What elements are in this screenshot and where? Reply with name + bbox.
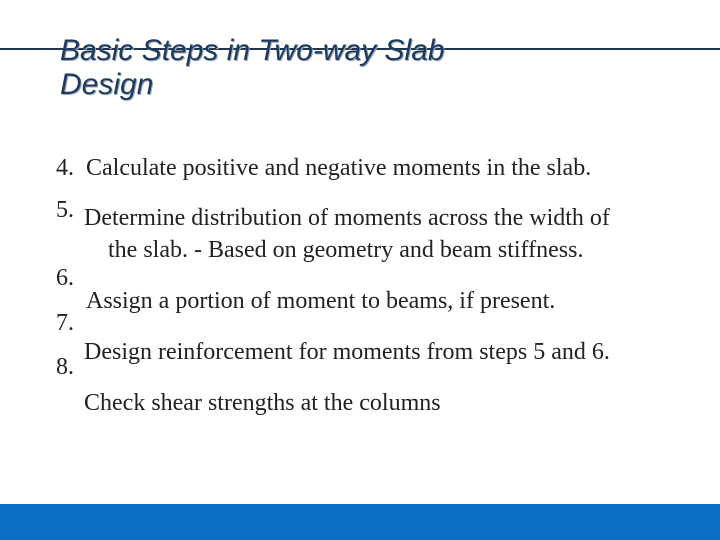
step-5-text-continued: the slab. - Based on geometry and beam stiffness.	[108, 237, 584, 263]
step-6-number: 6.	[56, 265, 74, 291]
step-5-number: 5.	[56, 197, 74, 223]
slide-title-line-2: Design	[60, 68, 154, 101]
step-4-number: 4.	[56, 155, 74, 181]
step-5-text: Determine distribution of moments across the width of	[84, 205, 610, 231]
step-8-number: 8.	[56, 354, 74, 380]
step-4-text: Calculate positive and negative moments in the slab.	[86, 155, 592, 181]
step-7-text: Design reinforcement for moments from steps 5 and 6.	[84, 339, 610, 365]
footer-band	[0, 504, 720, 540]
slide-title-line-1: Basic Steps in Two-way Slab	[60, 34, 445, 67]
step-8-text: Check shear strengths at the columns	[84, 390, 441, 416]
slide-title	[60, 34, 445, 102]
step-7-number: 7.	[56, 310, 74, 336]
step-6-text: Assign a portion of moment to beams, if present.	[86, 288, 556, 314]
